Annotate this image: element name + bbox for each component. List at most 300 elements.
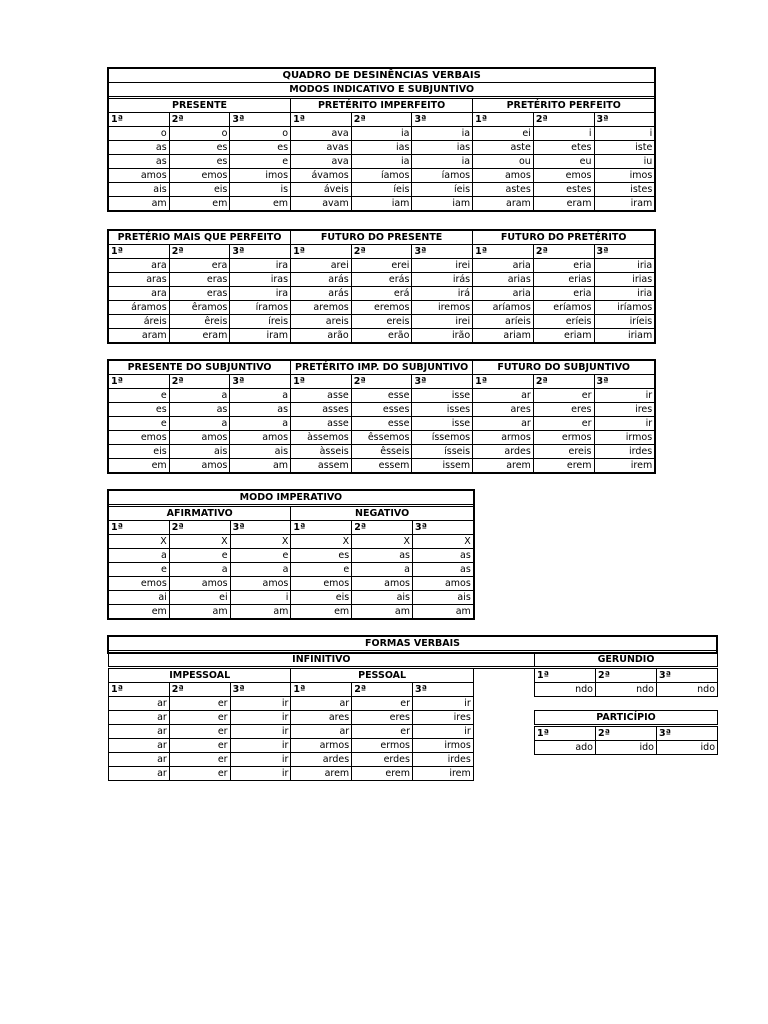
ending-cell: e: [109, 563, 170, 577]
ending-cell: ais: [352, 591, 413, 605]
ending-cell: asse: [291, 389, 352, 403]
ending-cell: as: [230, 403, 291, 417]
ending-cell: ir: [594, 389, 655, 403]
ending-cell: erás: [351, 273, 412, 287]
ending-cell: am: [169, 605, 230, 619]
ending-cell: àssemos: [291, 431, 352, 445]
formas-verbais-title-table: [108, 636, 717, 653]
table-row: [109, 535, 474, 549]
ending-cell: a: [352, 563, 413, 577]
table-row: [109, 287, 655, 301]
ending-cell: eríeis: [533, 315, 594, 329]
gerundio-value: ndo: [535, 683, 596, 697]
ending-cell: arem: [291, 767, 352, 781]
header-futuro-subjuntivo: FUTURO DO SUBJUNTIVO: [473, 361, 655, 375]
ending-cell: es: [230, 141, 291, 155]
table-row: [109, 417, 655, 431]
table-row: [109, 739, 535, 753]
ending-cell: X: [352, 535, 413, 549]
person-header-row: [535, 668, 718, 683]
header-preterito-imp-subjuntivo: PRETÉRITO IMP. DO SUBJUNTIVO: [291, 361, 473, 375]
infinitivo-title: INFINITIVO: [109, 653, 535, 668]
ending-cell: er: [169, 725, 230, 739]
ending-cell: e: [230, 549, 291, 563]
ending-cell: a: [230, 389, 291, 403]
ending-cell: íramos: [230, 301, 291, 315]
ending-cell: ar: [473, 417, 534, 431]
ending-cell: ar: [109, 739, 170, 753]
ending-cell: ava: [291, 127, 352, 141]
ending-cell: es: [291, 549, 352, 563]
person-header-row: [109, 245, 655, 259]
ending-cell: o: [169, 127, 230, 141]
ending-cell: is: [230, 183, 291, 197]
ending-cell: iam: [351, 197, 412, 211]
table-row: [109, 563, 474, 577]
ending-cell: astes: [473, 183, 534, 197]
ending-cell: em: [169, 197, 230, 211]
ending-cell: emos: [291, 577, 352, 591]
ending-cell: irei: [412, 259, 473, 273]
block-indicativo-2: [108, 230, 655, 343]
ending-cell: isses: [412, 403, 473, 417]
ending-cell: emos: [533, 169, 594, 183]
person-header-cell: 2ª: [596, 668, 657, 683]
ending-cell: irmos: [412, 739, 473, 753]
ending-cell: ir: [412, 697, 473, 711]
ending-cell: o: [109, 127, 170, 141]
ending-cell: ira: [230, 287, 291, 301]
ending-cell: iram: [594, 197, 655, 211]
table-row: [109, 127, 655, 141]
header-presente: PRESENTE: [109, 98, 291, 113]
ending-cell: a: [230, 417, 291, 431]
ending-cell: irem: [412, 767, 473, 781]
ending-cell: ar: [473, 389, 534, 403]
ending-cell: erei: [351, 259, 412, 273]
block-imperativo: [108, 490, 474, 619]
ending-cell: ir: [230, 711, 291, 725]
ending-cell: erias: [533, 273, 594, 287]
ending-cell: amos: [169, 459, 230, 473]
person-header-row: [109, 683, 535, 697]
spacer-cell: [473, 668, 534, 683]
person-header-cell: 1ª: [291, 521, 352, 535]
ending-cell: aríamos: [473, 301, 534, 315]
person-header-cell: 1ª: [473, 113, 534, 127]
main-title: QUADRO DE DESINÊNCIAS VERBAIS: [109, 69, 655, 83]
ending-cell: es: [169, 141, 230, 155]
ending-cell: armos: [473, 431, 534, 445]
table-row: [109, 459, 655, 473]
ending-cell: a: [230, 563, 291, 577]
ending-cell: er: [169, 767, 230, 781]
ending-cell: aríeis: [473, 315, 534, 329]
ending-cell: ias: [351, 141, 412, 155]
header-preterito-perfeito: PRETÉRITO PERFEITO: [473, 98, 655, 113]
person-header-cell: 2ª: [533, 113, 594, 127]
person-header-cell: 3ª: [594, 245, 655, 259]
person-header-cell: 1ª: [291, 113, 352, 127]
ending-cell: as: [412, 563, 473, 577]
person-header-cell: 3ª: [657, 668, 718, 683]
table-row: [109, 711, 535, 725]
person-header-cell: 3ª: [412, 113, 473, 127]
main-subtitle: MODOS INDICATIVO E SUBJUNTIVO: [109, 83, 655, 98]
ending-cell: i: [594, 127, 655, 141]
header-impessoal: IMPESSOAL: [109, 668, 291, 683]
ending-cell: isse: [412, 389, 473, 403]
table-row: [109, 169, 655, 183]
ending-cell: es: [109, 403, 170, 417]
ending-cell: a: [109, 549, 170, 563]
ending-cell: er: [169, 697, 230, 711]
ending-cell: áreis: [109, 315, 170, 329]
person-header-cell: 1ª: [291, 245, 352, 259]
ending-cell: eis: [169, 183, 230, 197]
ending-cell: ir: [230, 767, 291, 781]
ending-cell: ais: [169, 445, 230, 459]
ending-cell: íamos: [351, 169, 412, 183]
person-header-cell: 1ª: [535, 726, 596, 741]
ending-cell: íamos: [412, 169, 473, 183]
ending-cell: e: [291, 563, 352, 577]
participio-title: PARTICÍPIO: [535, 711, 718, 726]
table-row: [109, 183, 655, 197]
ending-cell: eres: [533, 403, 594, 417]
ending-cell: ermos: [533, 431, 594, 445]
person-header-cell: 1ª: [109, 521, 170, 535]
ending-cell: ia: [351, 127, 412, 141]
table-row: [109, 431, 655, 445]
ending-cell: eres: [352, 711, 413, 725]
ending-cell: ai: [109, 591, 170, 605]
ending-cell: a: [169, 389, 230, 403]
ending-cell: irás: [412, 273, 473, 287]
person-header-row: [109, 375, 655, 389]
ending-cell: er: [169, 711, 230, 725]
ending-cell: areis: [291, 315, 352, 329]
block-participio: [534, 710, 718, 755]
ending-cell: ia: [351, 155, 412, 169]
participio-value: ado: [535, 741, 596, 755]
ending-cell: ir: [230, 753, 291, 767]
ending-cell: irdes: [412, 753, 473, 767]
ending-cell: imos: [594, 169, 655, 183]
ending-cell: er: [533, 417, 594, 431]
ending-cell: esse: [351, 417, 412, 431]
ending-cell: irão: [412, 329, 473, 343]
ending-cell: irias: [594, 273, 655, 287]
ending-cell: o: [230, 127, 291, 141]
header-futuro-preterito: FUTURO DO PRETÉRITO: [473, 231, 655, 245]
header-presente-subjuntivo: PRESENTE DO SUBJUNTIVO: [109, 361, 291, 375]
ending-cell: erdes: [352, 753, 413, 767]
ending-cell: aremos: [291, 301, 352, 315]
ending-cell: am: [230, 605, 291, 619]
table-row: [109, 141, 655, 155]
ending-cell: iste: [594, 141, 655, 155]
ending-cell: er: [352, 697, 413, 711]
ending-cell: ou: [473, 155, 534, 169]
person-header-cell: 2ª: [169, 521, 230, 535]
ending-cell: ermos: [352, 739, 413, 753]
ending-cell: aras: [109, 273, 170, 287]
ending-cell: ir: [230, 739, 291, 753]
ending-cell: eu: [533, 155, 594, 169]
ending-cell: a: [169, 563, 230, 577]
ending-cell: ais: [109, 183, 170, 197]
person-header-cell: 1ª: [109, 113, 170, 127]
ending-cell: ar: [109, 767, 170, 781]
ending-cell: iras: [230, 273, 291, 287]
ending-cell: e: [169, 549, 230, 563]
ending-cell: ar: [291, 697, 352, 711]
participio-value: ido: [596, 741, 657, 755]
ending-cell: eria: [533, 287, 594, 301]
ending-cell: irmos: [594, 431, 655, 445]
ending-cell: arão: [291, 329, 352, 343]
ending-cell: eria: [533, 259, 594, 273]
ending-cell: armos: [291, 739, 352, 753]
table-row: [109, 273, 655, 287]
ending-cell: esse: [351, 389, 412, 403]
table-row: [109, 753, 535, 767]
ending-cell: ares: [473, 403, 534, 417]
person-header-cell: 2ª: [351, 245, 412, 259]
table-row: [109, 549, 474, 563]
table-row: [109, 329, 655, 343]
person-header-cell: 3ª: [594, 113, 655, 127]
ending-cell: iríamos: [594, 301, 655, 315]
ending-cell: as: [169, 403, 230, 417]
ending-cell: er: [169, 753, 230, 767]
ending-cell: ia: [412, 155, 473, 169]
ending-cell: ara: [109, 259, 170, 273]
ending-cell: as: [109, 141, 170, 155]
table-row: [109, 697, 535, 711]
ending-cell: asses: [291, 403, 352, 417]
formas-verbais-title: FORMAS VERBAIS: [109, 637, 717, 652]
ending-cell: emos: [109, 431, 170, 445]
ending-cell: em: [291, 605, 352, 619]
ending-cell: as: [352, 549, 413, 563]
person-header-cell: 3ª: [412, 683, 473, 697]
ending-cell: ires: [412, 711, 473, 725]
ending-cell: àsseis: [291, 445, 352, 459]
ending-cell: ira: [230, 259, 291, 273]
ending-cell: avam: [291, 197, 352, 211]
ending-cell: aram: [473, 197, 534, 211]
ending-cell: em: [109, 459, 170, 473]
ending-cell: arem: [473, 459, 534, 473]
ending-cell: êreis: [169, 315, 230, 329]
ending-cell: irei: [412, 315, 473, 329]
ending-cell: essem: [351, 459, 412, 473]
ending-cell: íreis: [230, 315, 291, 329]
ending-cell: eis: [291, 591, 352, 605]
table-row: [109, 577, 474, 591]
table-row: [109, 259, 655, 273]
ending-cell: avas: [291, 141, 352, 155]
ending-cell: er: [169, 739, 230, 753]
block-infinitivo: [108, 652, 535, 781]
ending-cell: i: [230, 591, 291, 605]
ending-cell: ar: [109, 711, 170, 725]
ending-cell: ar: [109, 697, 170, 711]
person-header-cell: 1ª: [473, 245, 534, 259]
ending-cell: amos: [230, 431, 291, 445]
imperativo-title: MODO IMPERATIVO: [109, 491, 474, 506]
ending-cell: êsseis: [351, 445, 412, 459]
person-header-cell: 2ª: [169, 245, 230, 259]
ending-cell: as: [109, 155, 170, 169]
person-header-cell: 2ª: [352, 521, 413, 535]
ending-cell: issem: [412, 459, 473, 473]
ending-cell: áramos: [109, 301, 170, 315]
ending-cell: em: [109, 605, 170, 619]
person-header-cell: 3ª: [412, 375, 473, 389]
ending-cell: ares: [291, 711, 352, 725]
person-header-cell: 3ª: [230, 375, 291, 389]
ending-cell: amos: [169, 431, 230, 445]
ending-cell: era: [169, 259, 230, 273]
ending-cell: ardes: [291, 753, 352, 767]
table-row: [109, 197, 655, 211]
table-row: [109, 315, 655, 329]
ending-cell: iam: [412, 197, 473, 211]
ending-cell: arás: [291, 287, 352, 301]
person-header-cell: 3ª: [230, 521, 291, 535]
ending-cell: ísseis: [412, 445, 473, 459]
ending-cell: iria: [594, 259, 655, 273]
ending-cell: íssemos: [412, 431, 473, 445]
ending-cell: iríeis: [594, 315, 655, 329]
ending-cell: ires: [594, 403, 655, 417]
ending-cell: erão: [351, 329, 412, 343]
ending-cell: ava: [291, 155, 352, 169]
ending-cell: eram: [169, 329, 230, 343]
ending-cell: ar: [109, 753, 170, 767]
table-row: [109, 591, 474, 605]
header-negativo: NEGATIVO: [291, 506, 473, 521]
ending-cell: iu: [594, 155, 655, 169]
ending-cell: erem: [352, 767, 413, 781]
ending-cell: amos: [473, 169, 534, 183]
ending-cell: erá: [351, 287, 412, 301]
ending-cell: ar: [109, 725, 170, 739]
ending-cell: ariam: [473, 329, 534, 343]
person-header-cell: 2ª: [533, 245, 594, 259]
ending-cell: aram: [109, 329, 170, 343]
ending-cell: eram: [533, 197, 594, 211]
ending-cell: ar: [291, 725, 352, 739]
ending-cell: arei: [291, 259, 352, 273]
gerundio-title: GERÚNDIO: [535, 653, 718, 668]
ending-cell: ereis: [351, 315, 412, 329]
person-header-row: [109, 521, 474, 535]
ending-cell: ia: [412, 127, 473, 141]
ending-cell: íeis: [351, 183, 412, 197]
block-subjuntivo: [108, 360, 655, 473]
person-header-cell: 2ª: [169, 683, 230, 697]
table-row: [109, 301, 655, 315]
ending-cell: ir: [412, 725, 473, 739]
person-header-cell: 1ª: [109, 245, 170, 259]
person-header-cell: 1ª: [473, 375, 534, 389]
ending-cell: asse: [291, 417, 352, 431]
ending-cell: ereis: [533, 445, 594, 459]
ending-cell: amos: [352, 577, 413, 591]
ending-cell: emos: [109, 577, 170, 591]
ending-cell: e: [109, 417, 170, 431]
ending-cell: erem: [533, 459, 594, 473]
ending-cell: emos: [169, 169, 230, 183]
ending-cell: ais: [412, 591, 473, 605]
person-header-cell: 2ª: [596, 726, 657, 741]
ending-cell: X: [109, 535, 170, 549]
person-header-cell: 1ª: [535, 668, 596, 683]
ending-cell: arás: [291, 273, 352, 287]
ending-cell: er: [352, 725, 413, 739]
person-header-cell: 3ª: [412, 245, 473, 259]
person-header-cell: 2ª: [351, 113, 412, 127]
ending-cell: e: [230, 155, 291, 169]
ending-cell: X: [230, 535, 291, 549]
person-header-cell: 1ª: [109, 375, 170, 389]
header-pessoal: PESSOAL: [291, 668, 473, 683]
ending-cell: iram: [230, 329, 291, 343]
ending-cell: as: [412, 549, 473, 563]
ending-cell: am: [352, 605, 413, 619]
table-row: [109, 767, 535, 781]
ending-cell: iria: [594, 287, 655, 301]
ending-cell: am: [109, 197, 170, 211]
ending-cell: assem: [291, 459, 352, 473]
person-header-cell: 2ª: [169, 113, 230, 127]
ending-cell: amos: [412, 577, 473, 591]
person-header-cell: 2ª: [533, 375, 594, 389]
header-futuro-presente: FUTURO DO PRESENTE: [291, 231, 473, 245]
ending-cell: ir: [230, 725, 291, 739]
ending-cell: i: [533, 127, 594, 141]
ending-cell: aste: [473, 141, 534, 155]
ending-cell: e: [109, 389, 170, 403]
person-header-cell: 1ª: [109, 683, 170, 697]
table-row: [109, 155, 655, 169]
ending-cell: X: [291, 535, 352, 549]
ending-cell: irdes: [594, 445, 655, 459]
ending-cell: ei: [473, 127, 534, 141]
ending-cell: X: [412, 535, 473, 549]
ending-cell: amos: [230, 577, 291, 591]
ending-cell: eras: [169, 287, 230, 301]
ending-cell: irá: [412, 287, 473, 301]
block-indicativo-1: [108, 68, 655, 211]
ending-cell: isse: [412, 417, 473, 431]
ending-cell: etes: [533, 141, 594, 155]
ending-cell: eríamos: [533, 301, 594, 315]
ending-cell: es: [169, 155, 230, 169]
person-header-cell: 2ª: [351, 375, 412, 389]
ending-cell: am: [412, 605, 473, 619]
table-row: [109, 725, 535, 739]
ending-cell: amos: [109, 169, 170, 183]
ending-cell: estes: [533, 183, 594, 197]
ending-cell: am: [230, 459, 291, 473]
ending-cell: ardes: [473, 445, 534, 459]
person-header-cell: 3ª: [230, 245, 291, 259]
